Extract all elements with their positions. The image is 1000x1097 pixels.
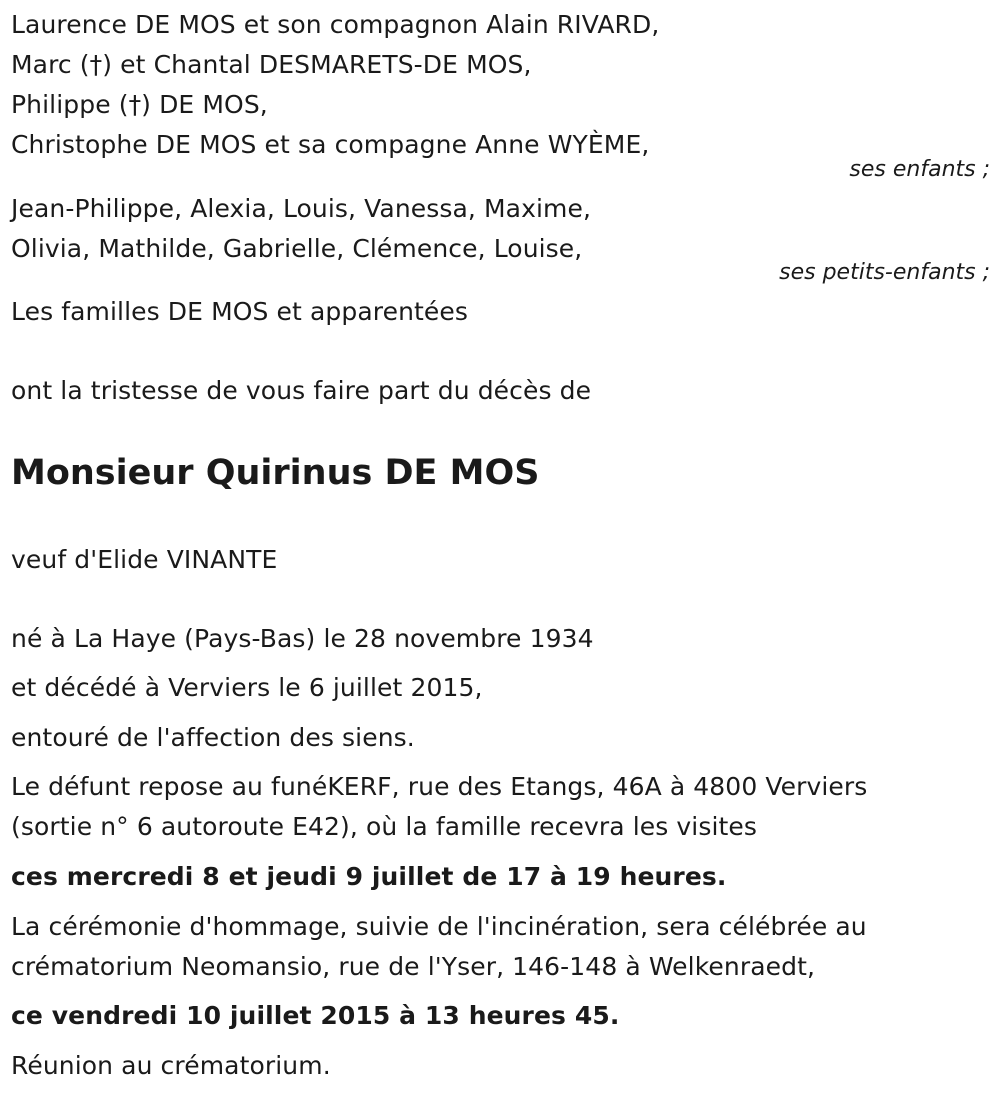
death-line: et décédé à Verviers le 6 juillet 2015, bbox=[11, 673, 483, 702]
grandchildren-line-1: Jean-Philippe, Alexia, Louis, Vanessa, Maxime, bbox=[11, 194, 592, 223]
child-line-3: Philippe (†) DE MOS, bbox=[11, 90, 268, 119]
birth-line: né à La Haye (Pays-Bas) le 28 novembre 1934 bbox=[11, 624, 594, 653]
ceremony-time: ce vendredi 10 juillet 2015 à 13 heures 45. bbox=[11, 1001, 620, 1030]
ceremony-line-1: La cérémonie d'hommage, suivie de l'incinération, sera célébrée au bbox=[11, 912, 867, 941]
visitation-time: ces mercredi 8 et jeudi 9 juillet de 17 à 19 heures. bbox=[11, 862, 727, 891]
meeting-line: Réunion au crématorium. bbox=[11, 1051, 331, 1080]
widower-line: veuf d'Elide VINANTE bbox=[11, 545, 278, 574]
announcement-line: ont la tristesse de vous faire part du décès de bbox=[11, 376, 592, 405]
deceased-name: Monsieur Quirinus DE MOS bbox=[11, 453, 540, 493]
visitation-line-1: Le défunt repose au funéKERF, rue des Etangs, 46A à 4800 Verviers bbox=[11, 772, 868, 801]
visitation-line-2: (sortie n° 6 autoroute E42), où la famille recevra les visites bbox=[11, 812, 758, 841]
families-line: Les familles DE MOS et apparentées bbox=[11, 297, 469, 326]
child-line-2: Marc (†) et Chantal DESMARETS-DE MOS, bbox=[11, 50, 532, 79]
children-label: ses enfants ; bbox=[849, 157, 990, 182]
ceremony-line-2: crématorium Neomansio, rue de l'Yser, 146-148 à Welkenraedt, bbox=[11, 952, 816, 981]
grandchildren-line-2: Olivia, Mathilde, Gabrielle, Clémence, Louise, bbox=[11, 234, 583, 263]
child-line-1: Laurence DE MOS et son compagnon Alain RIVARD, bbox=[11, 10, 660, 39]
grandchildren-label: ses petits-enfants ; bbox=[779, 260, 990, 285]
affection-line: entouré de l'affection des siens. bbox=[11, 723, 415, 752]
child-line-4: Christophe DE MOS et sa compagne Anne WYÈME, bbox=[11, 130, 650, 159]
